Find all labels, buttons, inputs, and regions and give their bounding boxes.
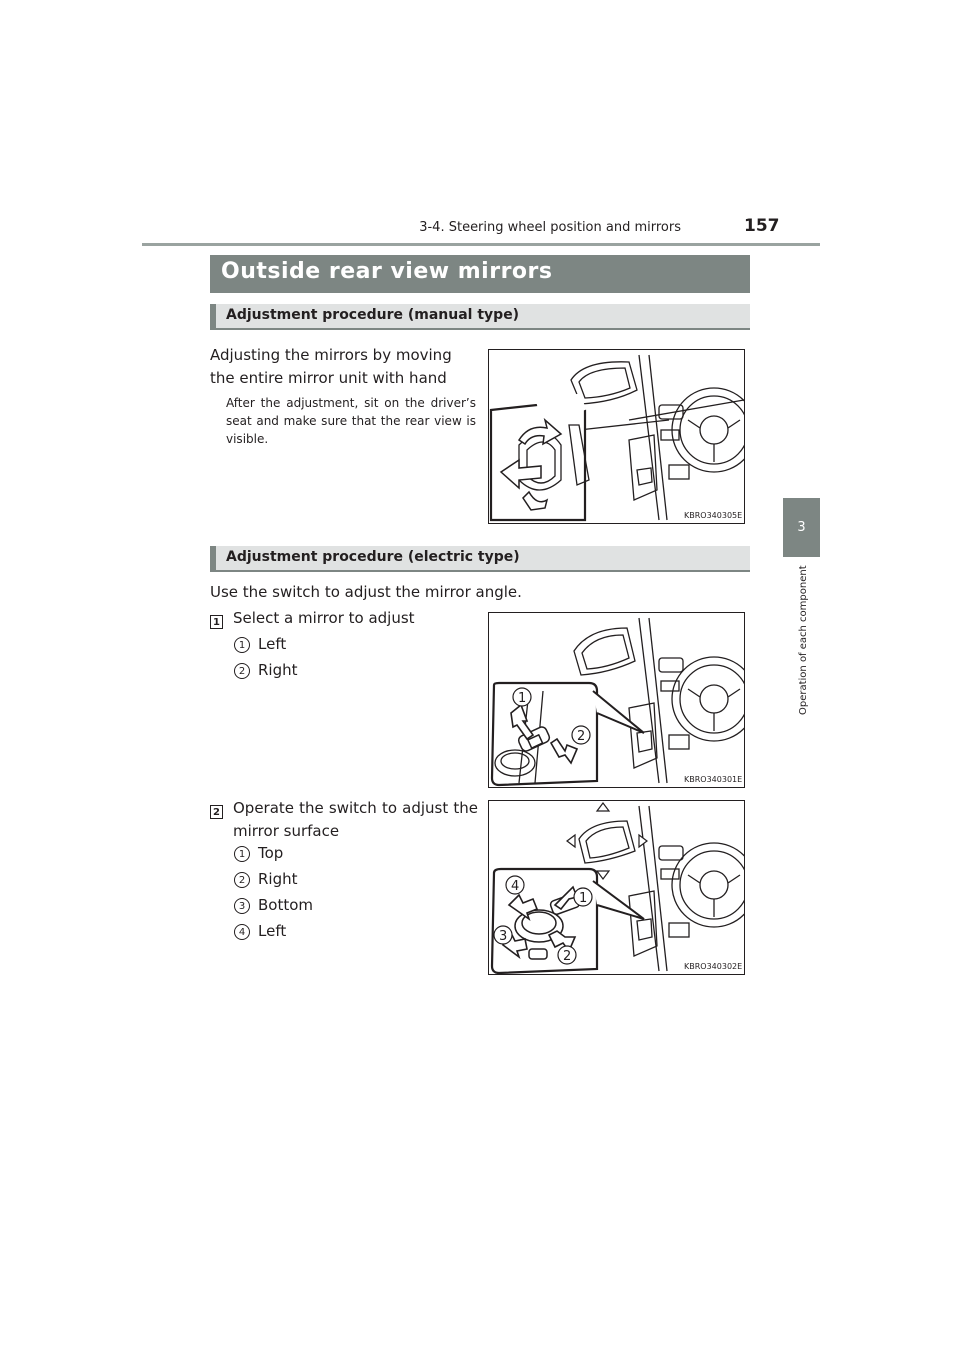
step-2-item-label: Left [258,922,287,940]
header-rule [142,243,820,246]
mirror-select-figure [488,612,745,788]
step-1-item-label: Right [258,661,298,679]
step-1-item [234,659,298,682]
subheading-electric [210,546,750,572]
subheading-manual-text: Adjustment procedure (manual type) [226,307,520,323]
step-2-item-marker: 3 [234,898,250,914]
manual-note-text: After the adjustment, sit on the driver’s seat and make sure that the rear view is visible. [226,396,476,446]
chapter-side-label [798,565,812,715]
step-2-item-label: Right [258,870,298,888]
step-2-badge: 2 [210,805,223,819]
step-1-number [210,610,223,629]
mirror-select-illustration [489,613,744,787]
step-2-item-marker: 2 [234,872,250,888]
step-1-badge: 1 [210,615,223,629]
figure-code: KBRO340305E [684,511,743,520]
mirror-adjust-illustration [489,801,744,974]
step-2-item-marker: 1 [234,846,250,862]
step-2-item-marker: 4 [234,924,250,940]
svg-text:2: 2 [563,949,572,964]
step-2-item [234,920,286,943]
svg-text:4: 4 [511,879,520,894]
step-1-item-marker: 1 [234,637,250,653]
step-2-item [234,894,313,917]
step-2-item [234,842,283,865]
step-2-item-label: Bottom [258,896,314,914]
manual-lead-text: Adjusting the mirrors by moving the entire mirror unit with hand [210,346,452,387]
svg-text:2: 2 [577,729,586,744]
subheading-manual [210,304,750,330]
running-header: 3-4. Steering wheel position and mirrors [419,220,681,235]
svg-text:1: 1 [579,891,588,906]
mirror-adjust-figure [488,800,745,975]
figure-code: KBRO340302E [684,962,743,971]
step-1-item-label: Left [258,635,287,653]
chapter-label-text: Operation of each component [798,565,809,715]
manual-mirror-figure [488,349,745,524]
step-1-item [234,633,286,656]
figure-code: KBRO340301E [684,775,743,784]
step-2-text: Operate the switch to adjust the mirror surface [233,799,478,840]
manual-mirror-illustration [489,350,744,523]
step-2-number [210,800,223,819]
step-2-item-label: Top [258,844,284,862]
svg-text:3: 3 [499,929,508,944]
section-title: Outside rear view mirrors [221,259,553,284]
step-1-item-marker: 2 [234,663,250,679]
step-1-text: Select a mirror to adjust [233,609,415,627]
electric-lead-text: Use the switch to adjust the mirror angle. [210,583,522,601]
subheading-electric-text: Adjustment procedure (electric type) [226,549,520,565]
section-title-bar [210,255,750,293]
chapter-tab: 3 [783,498,820,557]
page-number: 157 [744,216,780,236]
svg-text:1: 1 [518,691,527,706]
step-2-item [234,868,298,891]
